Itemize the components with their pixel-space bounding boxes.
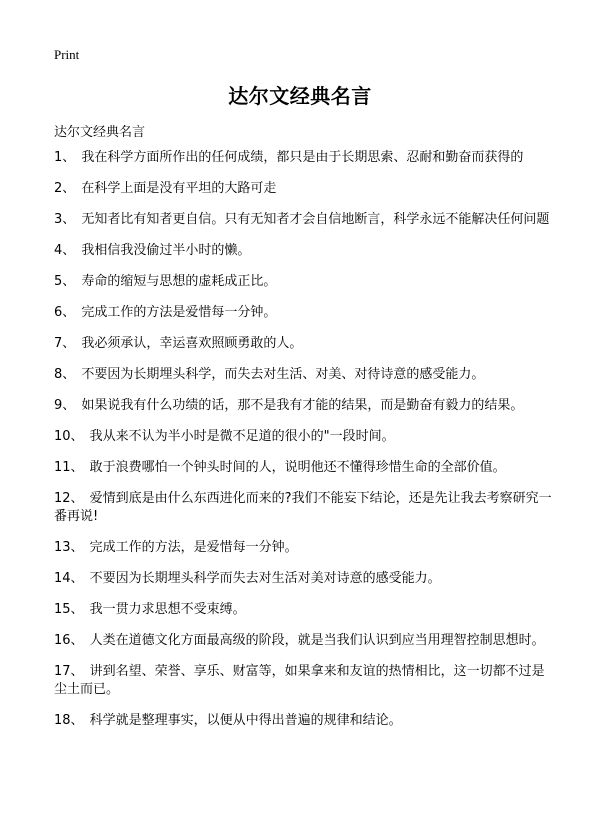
- quote-text: 完成工作的方法，是爱惜每一分钟。: [85, 540, 298, 555]
- quote-number: 1、: [54, 150, 76, 165]
- quote-number: 16、: [54, 633, 84, 648]
- quote-number: 17、: [54, 664, 84, 679]
- quote-item: [54, 570, 554, 588]
- quote-text: 不要因为长期埋头科学，而失去对生活、对美、对待诗意的感受能力。: [77, 367, 485, 382]
- document-subtitle: 达尔文经典名言: [54, 125, 146, 140]
- quote-text: 无知者比有知者更自信。只有无知者才会自信地断言，科学永远不能解决任何问题: [77, 212, 550, 227]
- quote-text: 如果说我有什么功绩的话，那不是我有才能的结果，而是勤奋有毅力的结果。: [77, 398, 524, 413]
- quote-text: 我一贯力求思想不受束缚。: [85, 602, 246, 617]
- quote-text: 我从来不认为半小时是微不足道的很小的"一段时间。: [85, 429, 395, 444]
- quote-number: 8、: [54, 367, 76, 382]
- quote-item: [54, 601, 554, 619]
- quote-text: 科学就是整理事实，以便从中得出普遍的规律和结论。: [85, 713, 402, 728]
- quote-text: 完成工作的方法是爱惜每一分钟。: [77, 305, 277, 320]
- quote-text: 爱情到底是由什么东西进化而来的?我们不能妄下结论，还是先让我去考察研究一番再说!: [54, 491, 552, 524]
- quote-number: 11、: [54, 460, 84, 475]
- quote-list: [54, 149, 554, 743]
- quote-number: 4、: [54, 243, 76, 258]
- quote-item: [54, 335, 554, 353]
- quote-item: [54, 428, 554, 446]
- quote-item: [54, 242, 554, 260]
- quote-item: [54, 459, 554, 477]
- quote-item: [54, 397, 554, 415]
- quote-text: 讲到名望、荣誉、享乐、财富等，如果拿来和友谊的热情相比，这一切都不过是尘土而已。: [54, 664, 545, 697]
- quote-item: [54, 632, 554, 650]
- quote-text: 我在科学方面所作出的任何成绩，都只是由于长期思索、忍耐和勤奋而获得的: [77, 150, 524, 165]
- quote-text: 敢于浪费哪怕一个钟头时间的人，说明他还不懂得珍惜生命的全部价值。: [85, 460, 506, 475]
- quote-item: [54, 211, 554, 229]
- quote-number: 10、: [54, 429, 84, 444]
- quote-number: 12、: [54, 491, 84, 506]
- quote-item: [54, 539, 554, 557]
- quote-item: [54, 273, 554, 291]
- quote-number: 6、: [54, 305, 76, 320]
- quote-number: 7、: [54, 336, 76, 351]
- quote-number: 18、: [54, 713, 84, 728]
- quote-text: 我必须承认，幸运喜欢照顾勇敢的人。: [77, 336, 303, 351]
- quote-text: 不要因为长期埋头科学而失去对生活对美对诗意的感受能力。: [85, 571, 441, 586]
- quote-item: [54, 490, 554, 526]
- quote-number: 5、: [54, 274, 76, 289]
- print-link[interactable]: Print: [54, 47, 80, 62]
- quote-item: [54, 180, 554, 198]
- quote-item: [54, 663, 554, 699]
- quote-number: 13、: [54, 540, 84, 555]
- page-title: 达尔文经典名言: [228, 84, 372, 108]
- quote-text: 在科学上面是没有平坦的大路可走: [77, 181, 277, 196]
- quote-item: [54, 712, 554, 730]
- quote-item: [54, 366, 554, 384]
- quote-text: 人类在道德文化方面最高级的阶段，就是当我们认识到应当用理智控制思想时。: [85, 633, 545, 648]
- quote-item: [54, 304, 554, 322]
- quote-number: 15、: [54, 602, 84, 617]
- quote-number: 14、: [54, 571, 84, 586]
- quote-item: [54, 149, 554, 167]
- quote-text: 我相信我没偷过半小时的懒。: [77, 243, 251, 258]
- quote-text: 寿命的缩短与思想的虚耗成正比。: [77, 274, 277, 289]
- quote-number: 9、: [54, 398, 76, 413]
- quote-number: 3、: [54, 212, 76, 227]
- quote-number: 2、: [54, 181, 76, 196]
